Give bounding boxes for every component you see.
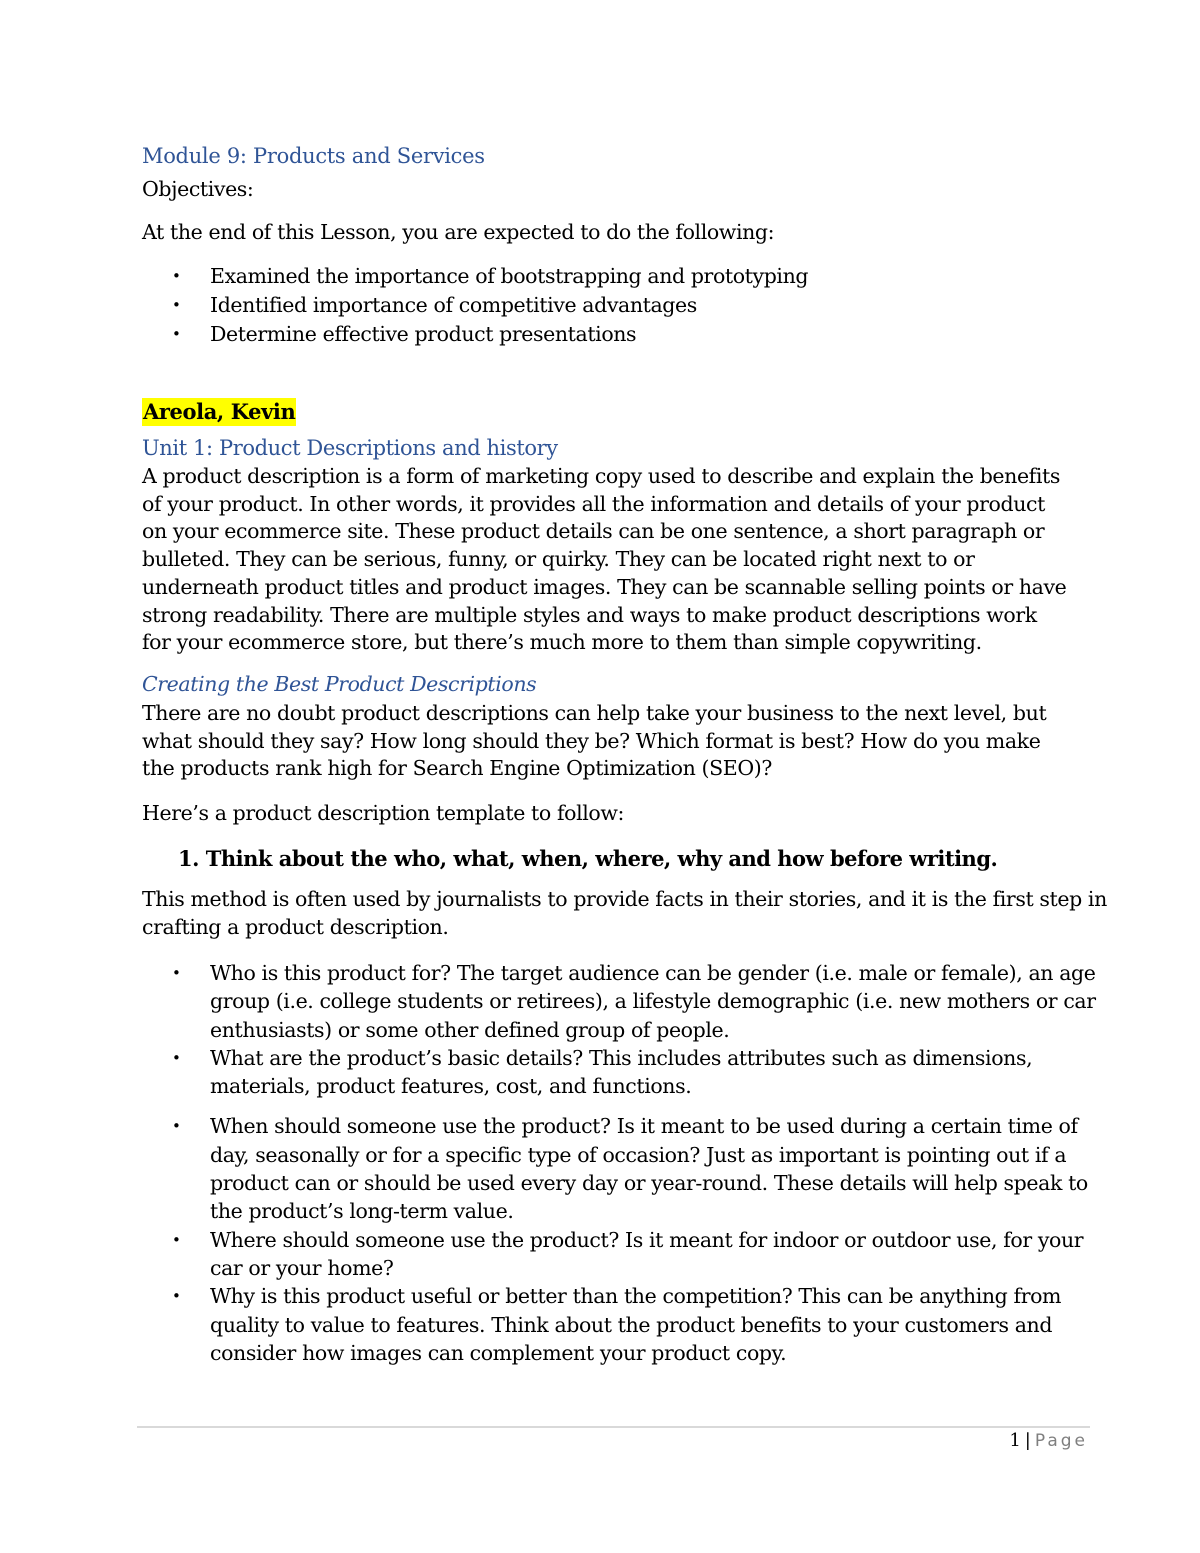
unit-title: Unit 1: Product Descriptions and history: [142, 436, 558, 460]
question-where: [142, 1226, 1086, 1283]
question-line: enthusiasts) or some other defined group of people.: [210, 1017, 730, 1042]
paragraph-line: the products rank high for Search Engine Optimization (SEO)?: [142, 756, 772, 781]
paragraph-line: bulleted. They can be serious, funny, or quirky. They can be located right next to or: [142, 547, 975, 572]
question-line: day, seasonally or for a specific type of occasion? Just as important is pointing out if a: [210, 1142, 1067, 1167]
page-footer: [1009, 1430, 1088, 1451]
question-line: product can or should be used every day or year-round. These details will help speak to: [210, 1171, 1088, 1196]
module-title: Module 9: Products and Services: [142, 144, 485, 168]
paragraph-line: strong readability. There are multiple styles and ways to make product descriptions work: [142, 602, 1037, 627]
page-label: Page: [1034, 1431, 1088, 1451]
question-line: the product’s long-term value.: [210, 1199, 514, 1224]
questions-list: [142, 959, 1096, 1367]
paragraph-line: underneath product titles and product images. They can be scannable selling points or have: [142, 574, 1067, 599]
objectives-list: [142, 262, 1086, 349]
objective-item: • Examined the importance of bootstrapping and prototyping: [142, 262, 1086, 291]
objectives-intro: At the end of this Lesson, you are expected to do the following:: [142, 220, 775, 244]
creating-paragraph: [142, 700, 1062, 783]
paragraph-line: on your ecommerce site. These product details can be one sentence, a short paragraph or: [142, 519, 1045, 544]
step-1-heading: 1. Think about the who, what, when, where, why and how before writing.: [178, 846, 998, 871]
paragraph-line: crafting a product description.: [142, 914, 449, 939]
paragraph-line: This method is often used by journalists to provide facts in their stories, and it is the first step in: [142, 887, 1107, 911]
question-why: [142, 1282, 1086, 1367]
paragraph-line: what should they say? How long should they be? Which format is best? How do you make: [142, 728, 1041, 753]
template-intro: Here’s a product description template to follow:: [142, 801, 624, 825]
objective-item: • Determine effective product presentations: [142, 320, 1086, 349]
question-line: group (i.e. college students or retirees), a lifestyle demographic (i.e. new mothers or car: [210, 989, 1096, 1014]
creating-subheading: Creating the Best Product Descriptions: [142, 672, 537, 696]
question-what: [142, 1044, 1086, 1101]
footer-separator: |: [1024, 1430, 1031, 1451]
question-line: car or your home?: [210, 1255, 394, 1280]
paragraph-line: for your ecommerce store, but there’s much more to them than simple copywriting.: [142, 630, 982, 655]
method-paragraph: [142, 886, 1107, 941]
objective-item: • Identified importance of competitive advantages: [142, 291, 1086, 320]
paragraph-line: There are no doubt product descriptions can help take your business to the next level, but: [142, 701, 1047, 725]
question-line: materials, product features, cost, and functions.: [210, 1074, 692, 1099]
question-line: • When should someone use the product? Is it meant to be used during a certain time of: [210, 1114, 1078, 1139]
question-line: • Where should someone use the product? Is it meant for indoor or outdoor use, for your: [210, 1227, 1084, 1252]
question-when: [142, 1112, 1086, 1225]
question-line: • Who is this product for? The target audience can be gender (i.e. male or female), an age: [210, 961, 1096, 985]
question-line: consider how images can complement your product copy.: [210, 1340, 787, 1365]
paragraph-line: A product description is a form of marketing copy used to describe and explain the benefits: [142, 464, 1060, 488]
page-number: 1: [1009, 1430, 1021, 1451]
question-line: • What are the product’s basic details? This includes attributes such as dimensions,: [210, 1045, 1033, 1070]
question-line: quality to value to features. Think about the product benefits to your customers and: [210, 1312, 1053, 1337]
unit-paragraph: [142, 463, 1067, 657]
footer-divider: [137, 1426, 1090, 1428]
paragraph-line: of your product. In other words, it provides all the information and details of your product: [142, 491, 1045, 516]
objectives-label: Objectives:: [142, 177, 254, 201]
author-name-highlighted: Areola, Kevin: [143, 399, 296, 424]
question-line: • Why is this product useful or better than the competition? This can be anything from: [210, 1284, 1062, 1309]
question-who: [142, 959, 1096, 1044]
